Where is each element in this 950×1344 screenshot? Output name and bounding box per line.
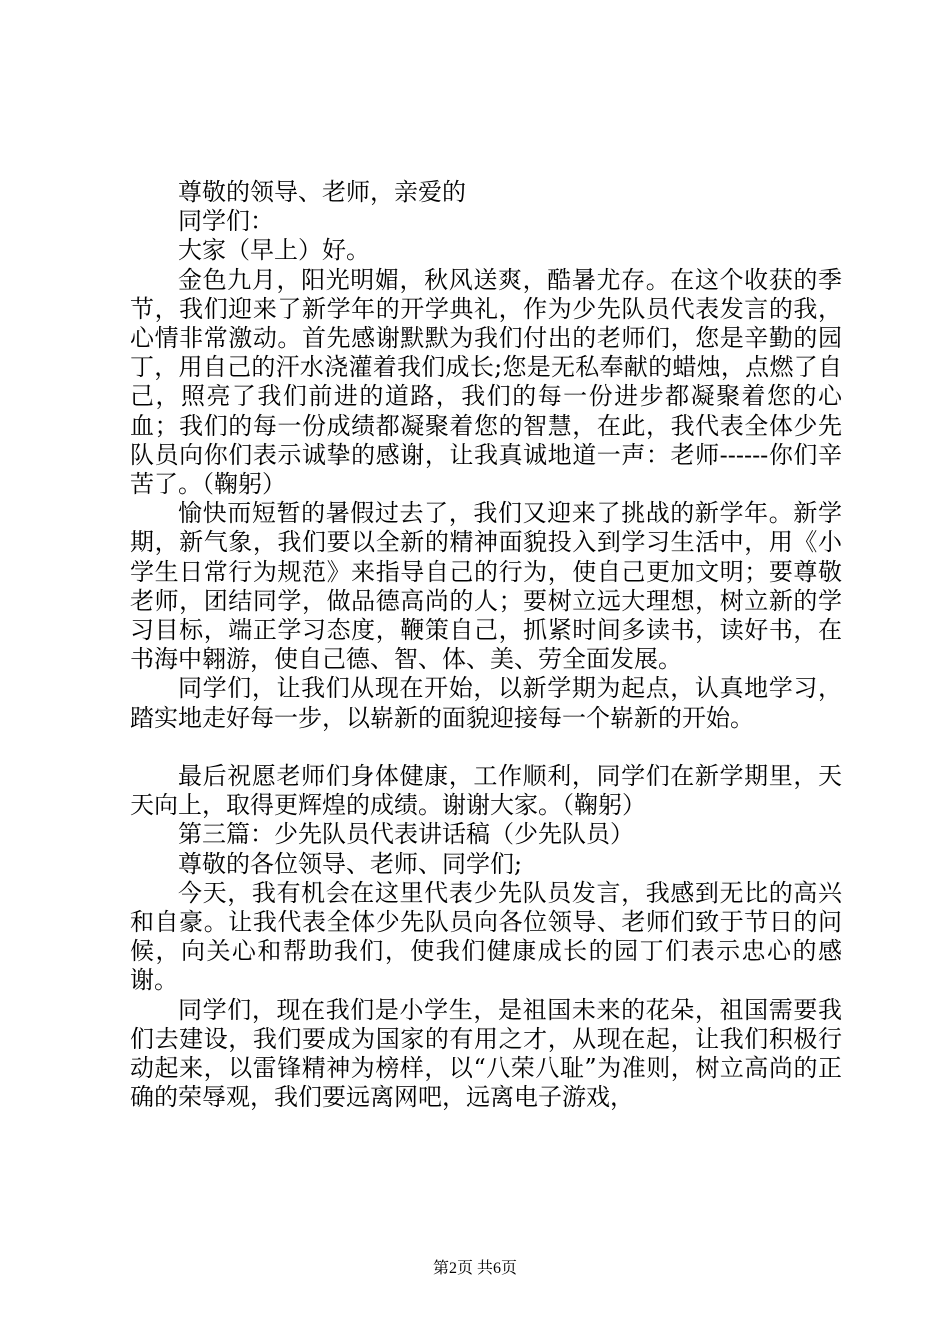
paragraph-closing: 最后祝愿老师们身体健康，工作顺利，同学们在新学期里，天天向上，取得更辉煌的成绩。谢谢大家。（鞠躬） <box>130 762 842 820</box>
paragraph-body: 愉快而短暂的暑假过去了，我们又迎来了挑战的新学年。新学期，新气象，我们要以全新的精神面貌投入到学习生活中，用《小学生日常行为规范》来指导自己的行为，使自己更加文明；要尊敬老师，团结同学，做品德高尚的人；要树立远大理想，树立新的学习目标，端正学习态度，鞭策自己，抓紧时间多读书，读好书，在书海中翱游，使自己德、智、体、美、劳全面发展。 <box>130 499 842 674</box>
paragraph-salutation-2: 尊敬的各位领导、老师、同学们; <box>178 849 523 878</box>
section-heading: 第三篇：少先队员代表讲话稿（少先队员） <box>178 820 634 849</box>
paragraph-salutation-cont: 同学们： <box>178 207 274 236</box>
page-number-footer: 第2页 共6页 <box>432 1260 517 1277</box>
paragraph-body: 同学们，让我们从现在开始，以新学期为起点，认真地学习，踏实地走好每一步，以崭新的面貌迎接每一个崭新的开始。 <box>130 674 842 732</box>
paragraph-body: 同学们，现在我们是小学生，是祖国未来的花朵，祖国需要我们去建设，我们要成为国家的有用之才，从现在起，让我们积极行动起来，以雷锋精神为榜样，以“八荣八耻”为准则，树立高尚的正确的荣辱观，我们要远离网吧，远离电子游戏， <box>130 995 842 1112</box>
blank-line <box>130 733 842 762</box>
paragraph-greeting: 大家（早上）好。 <box>178 236 370 265</box>
paragraph-body: 今天，我有机会在这里代表少先队员发言，我感到无比的高兴和自豪。让我代表全体少先队员向各位领导、老师们致于节日的问候，向关心和帮助我们，使我们健康成长的园丁们表示忠心的感谢。 <box>130 878 842 995</box>
paragraph-body: 金色九月，阳光明媚，秋风送爽，酷暑尤存。在这个收获的季节，我们迎来了新学年的开学典礼，作为少先队员代表发言的我，心情非常激动。首先感谢默默为我们付出的老师们，您是辛勤的园丁，用自己的汗水浇灌着我们成长;您是无私奉献的蜡烛，点燃了自己，照亮了我们前进的道路，我们的每一份进步都凝聚着您的心血；我们的每一份成绩都凝聚着您的智慧，在此，我代表全体少先队员向你们表示诚挚的感谢，让我真诚地道一声：老师------你们辛苦了。（鞠躬） <box>130 265 842 499</box>
document-body <box>130 178 842 1112</box>
paragraph-salutation: 尊敬的领导、老师，亲爱的 <box>178 178 466 206</box>
